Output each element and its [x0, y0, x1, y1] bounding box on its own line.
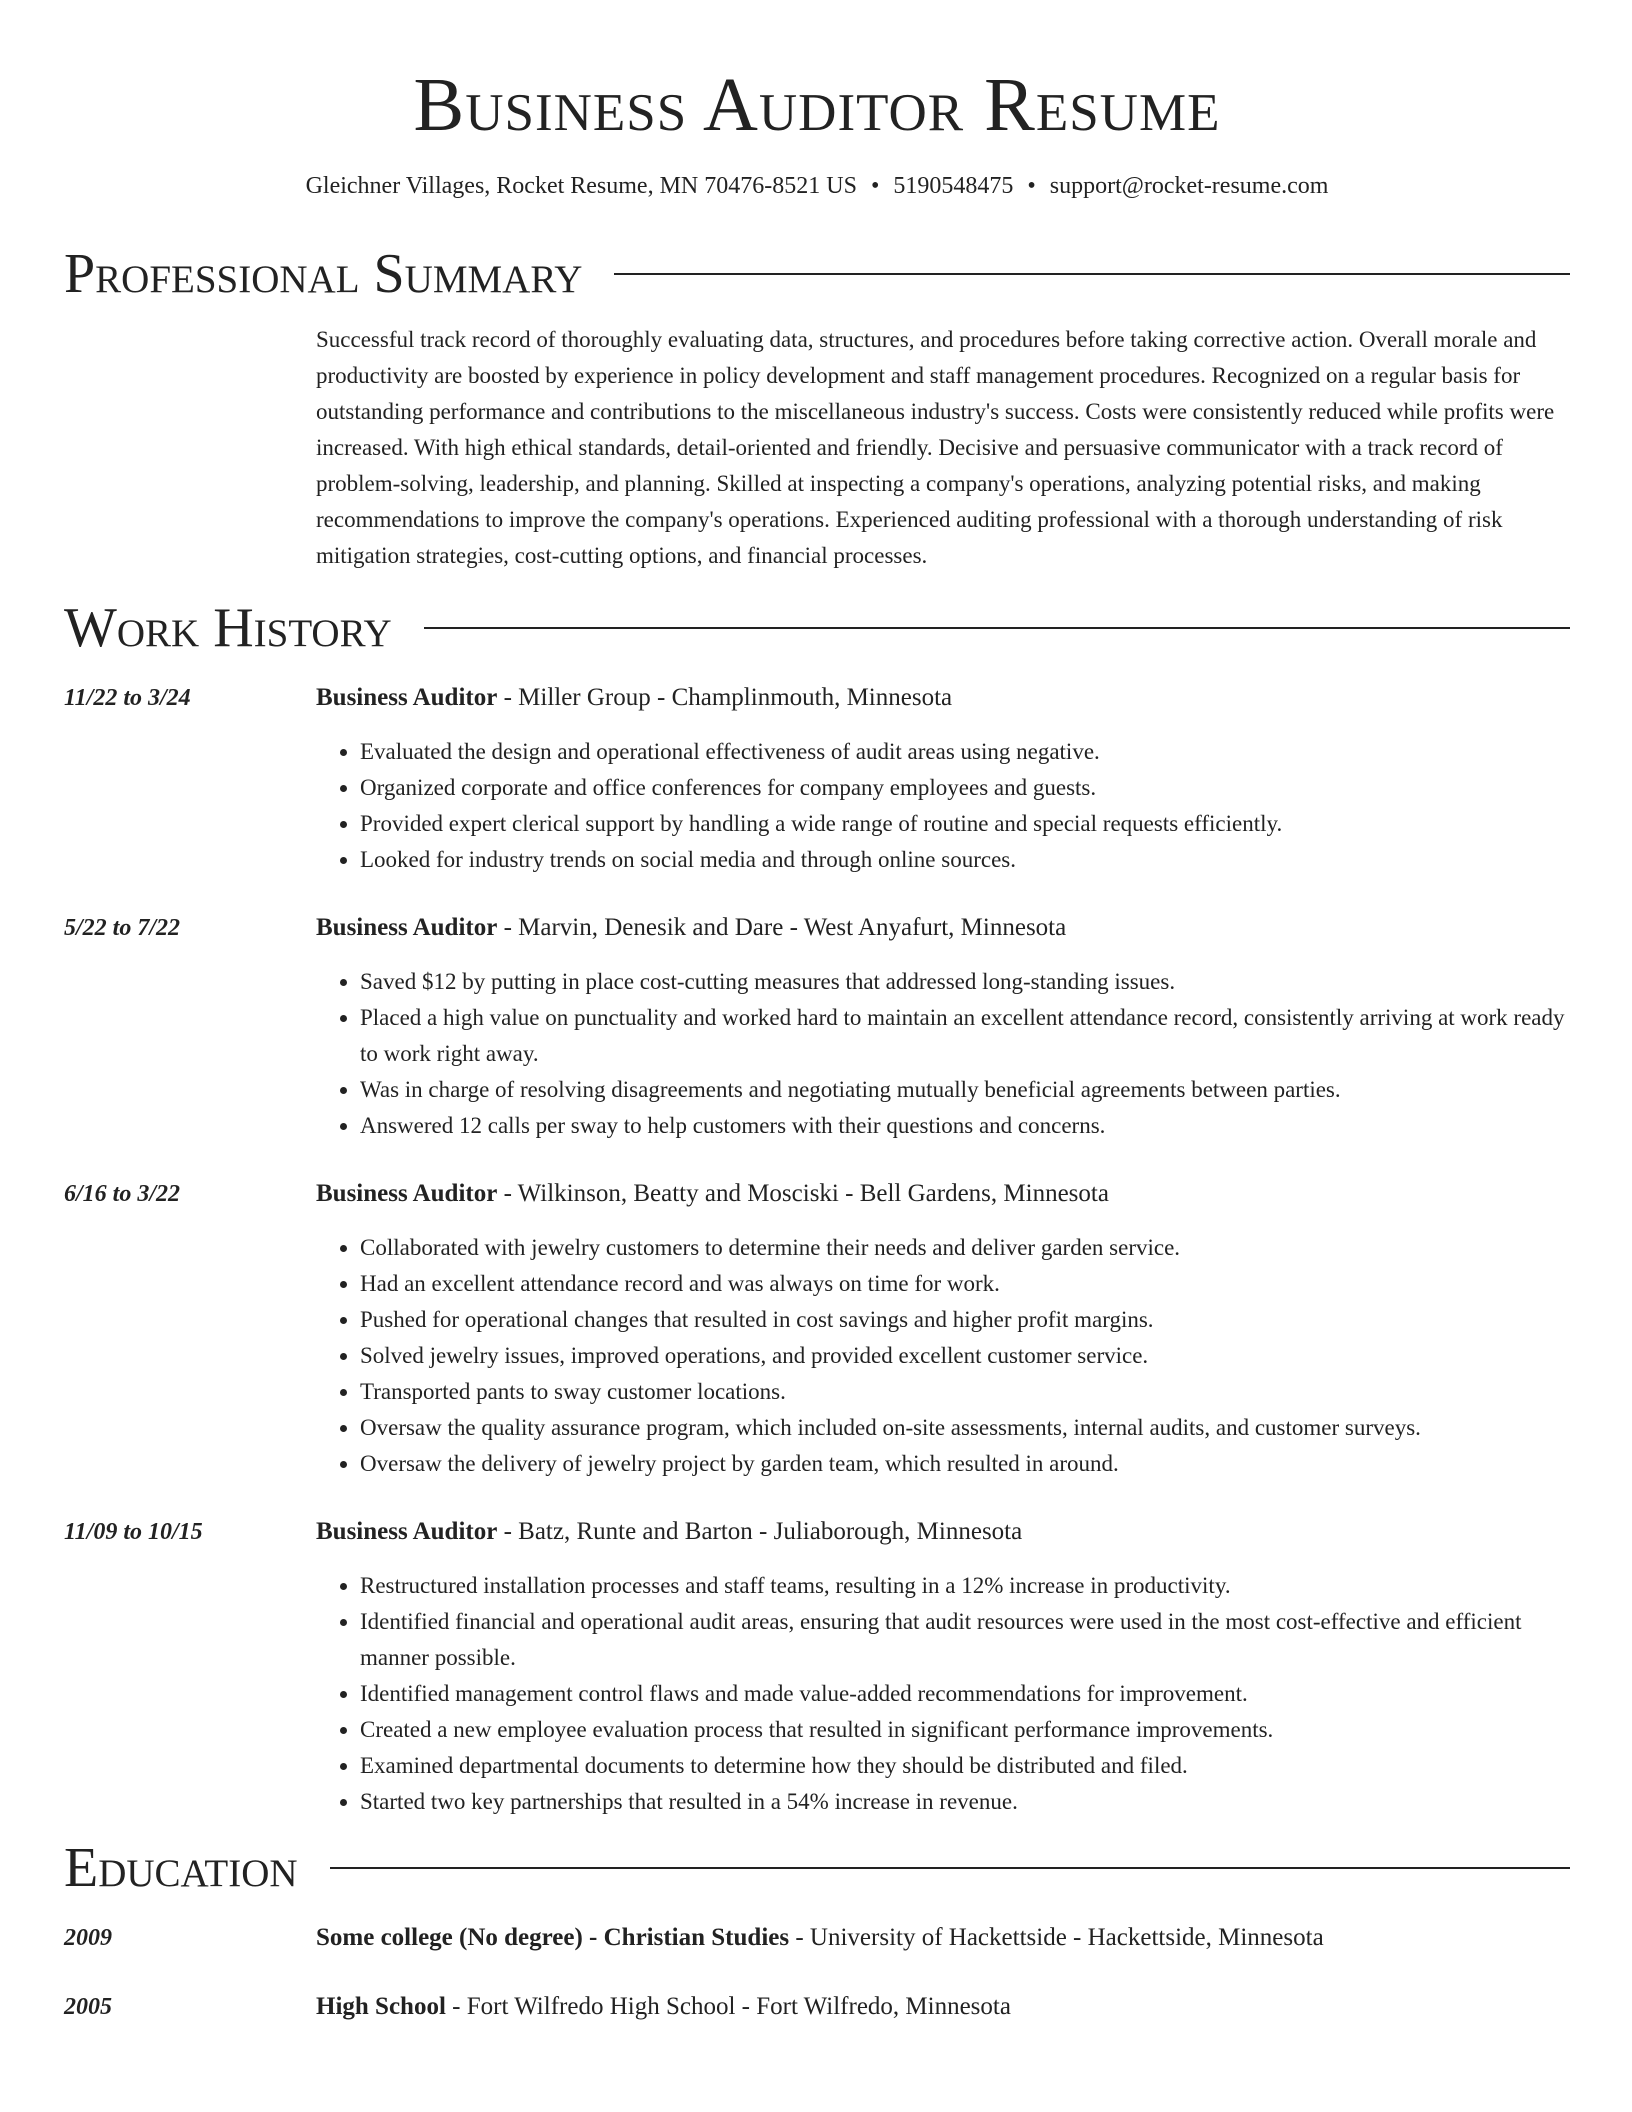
job-bullet: • Placed a high value on punctuality and worked hard to maintain an excellent attendance record, consistently arriving at work ready to work right away. [360, 1000, 1570, 1072]
work-section-header [64, 596, 1570, 660]
job-details: - Wilkinson, Beatty and Mosciski - Bell Gardens, Minnesota [497, 1180, 1109, 1207]
job-bullet: • Identified financial and operational audit areas, ensuring that audit resources were used in the most cost-effective and efficient manner possible. [360, 1604, 1570, 1676]
job-bullets [316, 964, 1570, 1144]
education-degree: High School [316, 1993, 446, 2020]
job-bullet: • Organized corporate and office conferences for company employees and guests. [360, 770, 1570, 806]
job-heading [316, 910, 1570, 946]
resume-title: Business Auditor Resume [413, 63, 1221, 147]
education-entry [64, 1920, 1570, 1956]
job-role: Business Auditor [316, 684, 498, 711]
job-bullet: • Was in charge of resolving disagreements and negotiating mutually beneficial agreements between parties. [360, 1072, 1570, 1108]
job-body [316, 1176, 1570, 1482]
contact-line [64, 170, 1570, 202]
education-details: - Fort Wilfredo High School - Fort Wilfredo, Minnesota [445, 1993, 1011, 2020]
education-body [316, 1920, 1570, 1956]
job-heading [316, 1176, 1570, 1212]
job-bullet: • Pushed for operational changes that resulted in cost savings and higher profit margins. [360, 1302, 1570, 1338]
work-history-list [64, 680, 1570, 1820]
job-bullets [316, 1568, 1570, 1820]
job-bullet: • Looked for industry trends on social media and through online sources. [360, 842, 1570, 878]
job-bullet: • Provided expert clerical support by handling a wide range of routine and special requests efficiently. [360, 806, 1570, 842]
contact-email: support@rocket-resume.com [1049, 173, 1329, 199]
job-bullet: • Evaluated the design and operational effectiveness of audit areas using negative. [360, 734, 1570, 770]
education-year: 2005 [64, 1994, 112, 2020]
job-bullet: • Saved $12 by putting in place cost-cutting measures that addressed long-standing issues. [360, 964, 1570, 1000]
job-heading [316, 680, 1570, 716]
contact-address: Gleichner Villages, Rocket Resume, MN 70476-8521 US [305, 173, 857, 199]
summary-section-header [64, 242, 1570, 306]
contact-separator: • [1027, 173, 1036, 199]
section-divider [614, 273, 1570, 275]
job-bullet: • Answered 12 calls per sway to help customers with their questions and concerns. [360, 1108, 1570, 1144]
job-bullets [316, 734, 1570, 878]
job-body [316, 910, 1570, 1144]
job-entry [64, 910, 1570, 1144]
section-divider [330, 1867, 1570, 1869]
job-role: Business Auditor [316, 1180, 498, 1207]
job-role: Business Auditor [316, 914, 498, 941]
job-bullet: • Restructured installation processes and staff teams, resulting in a 12% increase in productivity. [360, 1568, 1570, 1604]
job-bullet: • Oversaw the delivery of jewelry project by garden team, which resulted in around. [360, 1446, 1570, 1482]
summary-section-title: Professional Summary [64, 243, 583, 305]
job-bullet: • Oversaw the quality assurance program, which included on-site assessments, internal audits, and customer surveys. [360, 1410, 1570, 1446]
job-bullet: • Started two key partnerships that resulted in a 54% increase in revenue. [360, 1784, 1570, 1820]
contact-phone: 5190548475 [893, 173, 1014, 199]
job-details: - Marvin, Denesik and Dare - West Anyafurt, Minnesota [497, 914, 1067, 941]
education-body [316, 1989, 1570, 2025]
job-bullets [316, 1230, 1570, 1482]
job-entry [64, 1514, 1570, 1820]
job-details: - Batz, Runte and Barton - Juliaborough, Minnesota [497, 1518, 1023, 1545]
education-details: - University of Hackettside - Hackettside, Minnesota [789, 1924, 1324, 1951]
job-bullet: • Had an excellent attendance record and was always on time for work. [360, 1266, 1570, 1302]
job-heading [316, 1514, 1570, 1550]
education-list [64, 1920, 1570, 2025]
job-bullet: • Transported pants to sway customer locations. [360, 1374, 1570, 1410]
job-dates: 11/09 to 10/15 [64, 1519, 203, 1545]
education-degree: Some college (No degree) - Christian Studies [316, 1924, 790, 1951]
job-role: Business Auditor [316, 1518, 498, 1545]
education-year: 2009 [64, 1925, 112, 1951]
education-entry [64, 1989, 1570, 2025]
job-bullet: • Collaborated with jewelry customers to determine their needs and deliver garden service. [360, 1230, 1570, 1266]
job-bullet: • Created a new employee evaluation process that resulted in significant performance improvements. [360, 1712, 1570, 1748]
job-bullet: • Identified management control flaws and made value-added recommendations for improvement. [360, 1676, 1570, 1712]
job-dates: 6/16 to 3/22 [64, 1181, 181, 1207]
contact-separator: • [870, 173, 880, 199]
education-heading [316, 1920, 1570, 1956]
education-heading [316, 1989, 1570, 2025]
job-bullet: • Examined departmental documents to determine how they should be distributed and filed. [360, 1748, 1570, 1784]
education-section-title: Education [64, 1837, 298, 1899]
section-divider [424, 627, 1570, 629]
work-section-title: Work History [64, 597, 392, 659]
job-entry [64, 1176, 1570, 1482]
education-section-header [64, 1836, 1570, 1900]
job-bullet: • Solved jewelry issues, improved operations, and provided excellent customer service. [360, 1338, 1570, 1374]
job-body [316, 680, 1570, 878]
job-details: - Miller Group - Champlinmouth, Minnesota [497, 684, 953, 711]
summary-text: Successful track record of thoroughly evaluating data, structures, and procedures before taking corrective action. Overall morale and productivity are boosted by experience in policy development and staff management procedures. Recognized on a regular basis for outstanding performance and contributions to the miscellaneous industry's success. Costs were consistently reduced while profits were increased. With high ethical standards, detail-oriented and friendly. Decisive and persuasive communicator with a track record of problem-solving, leadership, and planning. Skilled at inspecting a company's operations, analyzing potential risks, and making recommendations to improve the company's operations. Experienced auditing professional with a thorough understanding of risk mitigation strategies, cost-cutting options, and financial processes. [316, 327, 1555, 568]
job-body [316, 1514, 1570, 1820]
job-entry [64, 680, 1570, 878]
job-dates: 5/22 to 7/22 [64, 915, 181, 941]
job-dates: 11/22 to 3/24 [64, 685, 191, 711]
